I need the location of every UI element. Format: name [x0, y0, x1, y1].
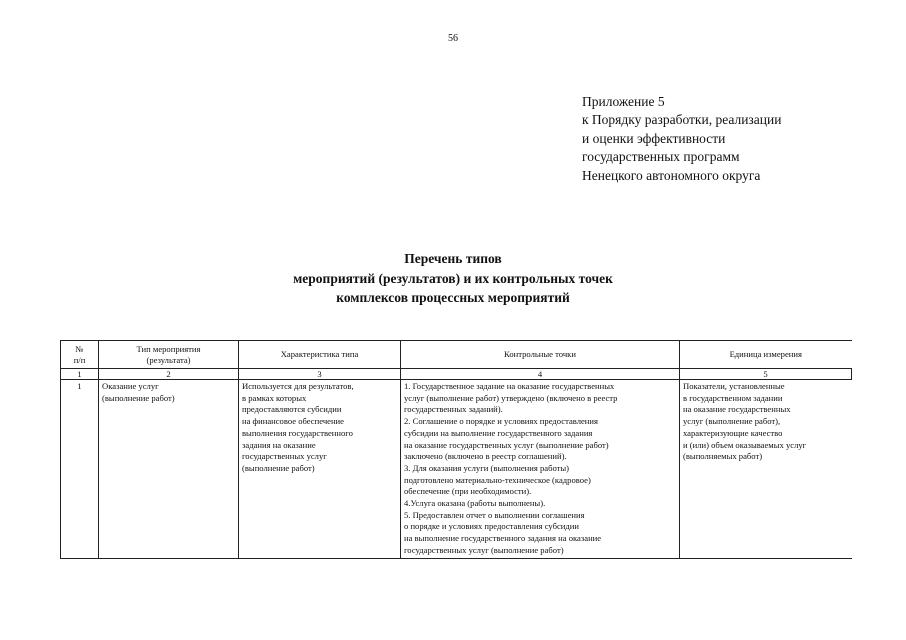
cell-num: 1 [61, 380, 99, 559]
table-row [61, 380, 852, 559]
page-number: 56 [448, 33, 458, 44]
column-number: 2 [99, 369, 239, 380]
title-line: мероприятий (результатов) и их контрольных точек [293, 270, 613, 286]
appendix-line: Ненецкого автономного округа [582, 167, 761, 183]
document-title [0, 249, 906, 308]
appendix-line: Приложение 5 [582, 94, 665, 109]
header-characteristic: Характеристика типа [239, 341, 401, 369]
column-numbers-row [61, 369, 852, 380]
column-number: 5 [680, 369, 852, 380]
appendix-line: к Порядку разработки, реализации [582, 112, 782, 128]
appendix-line: государственных программ [582, 149, 740, 165]
cell-checkpoints: 1. Государственное задание на оказание государственных услуг (выполнение работ) утверждено (включено в реестр государственных заданий). 2. Соглашение о порядке и условиях предоставления субсидии на выполнение государственного задания на оказание государственных услуг (выполнение работ) заключено (включено в реестр соглашений). 3. Для оказания услуги (выполнения работы) подготовлено материально-техническое (кадровое) обеспечение (при необходимости). 4.Услуга оказана (работы выполнены). 5. Предоставлен отчет о выполнении соглашения о порядке и условиях предоставления субсидии на выполнение государственного задания на оказание государственных услуг (выполнение работ) [401, 380, 680, 559]
column-number: 4 [401, 369, 680, 380]
title-line: Перечень типов [404, 251, 502, 266]
appendix-heading [582, 93, 781, 185]
appendix-line: и оценки эффективности [582, 130, 726, 146]
cell-type: Оказание услуг (выполнение работ) [99, 380, 239, 559]
cell-characteristic: Используется для результатов, в рамках которых предоставляются субсидии на финансовое обеспечение выполнения государственного задания на оказание государственных услуг (выполнение работ) [239, 380, 401, 559]
cell-unit: Показатели, установленные в государственном задании на оказание государственных услуг (выполнение работ), характеризующие качество и (или) объем оказываемых услуг (выполняемых работ) [680, 380, 852, 559]
title-line: комплексов процессных мероприятий [336, 290, 570, 305]
header-num: № п/п [61, 341, 99, 369]
header-type: Тип мероприятия (результата) [99, 341, 239, 369]
types-table [60, 340, 852, 559]
header-unit: Единица измерения [680, 341, 852, 369]
header-checkpoints: Контрольные точки [401, 341, 680, 369]
column-number: 3 [239, 369, 401, 380]
column-number: 1 [61, 369, 99, 380]
table-header-row [61, 341, 852, 369]
